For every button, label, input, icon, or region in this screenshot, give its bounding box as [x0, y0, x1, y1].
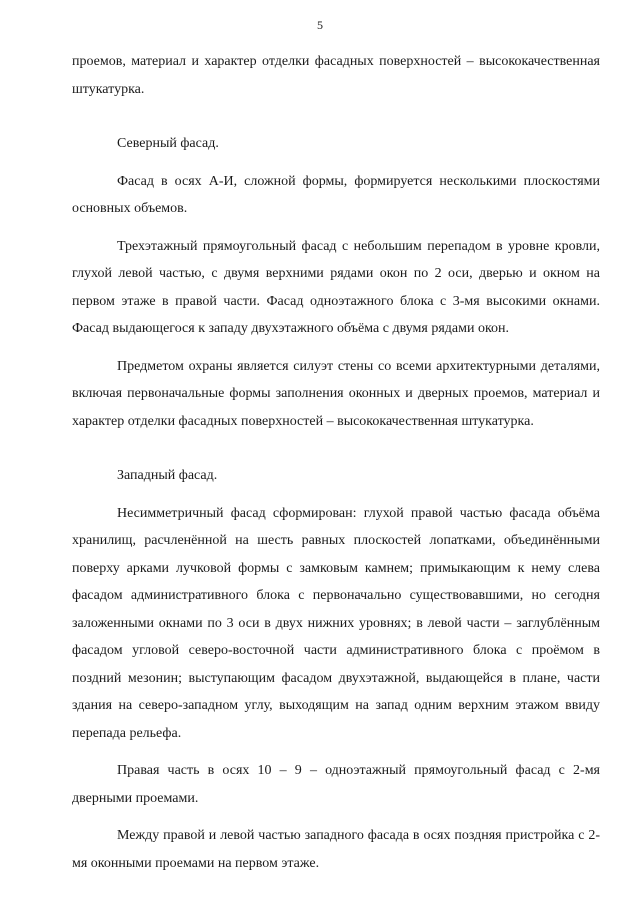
paragraph-spacer: [72, 747, 600, 757]
intro-continuation-paragraph: проемов, материал и характер отделки фасадных поверхностей – высококачественная штукатурка.: [72, 54, 600, 97]
north-facade-heading: Северный фасад.: [117, 136, 219, 151]
paragraph-spacer: [72, 343, 600, 353]
page-number: 5: [317, 18, 323, 32]
paragraph-spacer: [72, 812, 600, 822]
west-facade-paragraph-2: Правая часть в осях 10 – 9 – одноэтажный прямоугольный фасад с 2-мя дверными проемами.: [72, 763, 600, 806]
west-facade-heading: Западный фасад.: [117, 468, 218, 483]
north-facade-paragraph-3: Предметом охраны является силуэт стены со всеми архитектурными деталями, включая первоначальные формы заполнения оконных и дверных проемов, материал и характер отделки фасадных поверхностей – высококачественная штукатурка.: [72, 358, 600, 429]
heading-spacer: [72, 158, 600, 168]
section-spacer: [72, 103, 600, 130]
north-facade-paragraph-2: Трехэтажный прямоугольный фасад с небольшим перепадом в уровне кровли, глухой левой частью, с двумя верхними рядами окон по 2 оси, дверью и окном на первом этаже в правой части. Фасад одноэтажного блока с 3-мя высокими окнами. Фасад выдающегося к западу двухэтажного объёма с двумя рядами окон.: [72, 238, 600, 336]
paragraph-spacer: [72, 223, 600, 233]
north-facade-paragraph-1: Фасад в осях А-И, сложной формы, формируется несколькими плоскостями основных объемов.: [72, 173, 600, 216]
heading-spacer: [72, 490, 600, 500]
section-spacer: [72, 435, 600, 462]
document-body: [72, 48, 600, 877]
west-facade-paragraph-1: Несимметричный фасад сформирован: глухой правой частью фасада объёма хранилищ, расчленённой на шесть равных плоскостей лопатками, объединёнными поверху арками лучковой формы с замковым камнем; примыкающим к нему слева фасадом административного блока с первоначально существовавшими, но сегодня заложенными окнами по 3 оси в двух нижних уровнях; в левой части – заглублённым фасадом угловой северо-восточной части административного блока с проёмом в поздний мезонин; выступающим фасадом двухэтажной, выдающейся в плане, части здания на северо-западном углу, выходящим на запад одним верхним этажом ввиду перепада рельефа.: [72, 505, 600, 741]
west-facade-paragraph-3: Между правой и левой частью западного фасада в осях поздняя пристройка с 2-мя оконными проемами на первом этаже.: [72, 828, 600, 871]
